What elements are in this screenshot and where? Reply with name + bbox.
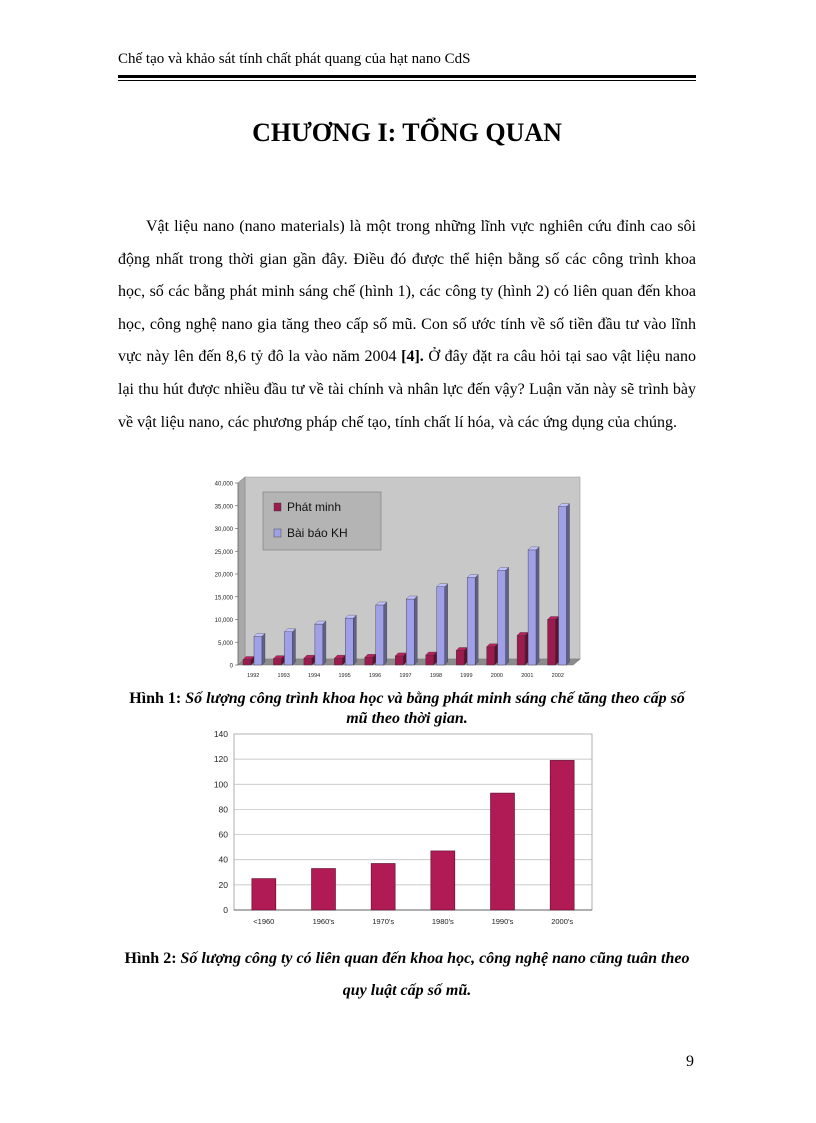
chart1-ytick-label: 5,000 [217,640,233,647]
chart2-xtick-label: <1960 [253,917,275,926]
chart1-ytick-label: 10,000 [214,618,233,624]
chart1-xtick-label: 1998 [429,673,443,679]
chart1-xtick-label: 1994 [308,673,321,679]
chart1-bar-side [475,575,478,665]
chart2-bar [491,793,515,910]
chart1-bar-front [517,635,525,665]
chart1-bar-front [456,650,464,665]
chart2-ytick-label: 20 [218,879,228,890]
chart1-legend-swatch [274,503,281,511]
chart2-xtick-label: 1960's [312,917,335,926]
chart1-bar-front [345,618,353,665]
chart1-xtick-label: 1993 [277,673,290,679]
chart1-bar-front [304,658,312,665]
chart2-bar [252,879,276,910]
chart1-bar [273,656,284,665]
chart1-xtick-label: 1995 [338,673,351,679]
chart1-bar [406,596,417,665]
chart1-bar-front [376,605,384,665]
citation-ref: [4]. [401,348,424,366]
chart1-bar [365,654,376,665]
chart1-bar [559,504,570,665]
chart1-legend-label: Bài báo KH [287,526,348,540]
chart1-bar-side [506,567,509,665]
chart1-legend-swatch [274,529,281,537]
chart1-bar-side [323,621,326,665]
figure2-caption-text: Số lượng công ty có liên quan đến khoa học, công nghệ nano cũng tuân theo quy luật cấp số mũ. [180,950,690,999]
chart1-bar [243,657,254,665]
chart1-bar-side [292,629,295,665]
chart1-xtick-label: 1997 [399,673,412,679]
chart1-bar [467,575,478,665]
chart1-legend [263,492,381,550]
chart2-xtick-label: 1970's [372,917,395,926]
figure2-caption [118,943,696,1007]
chart1-bar-side [495,644,498,665]
chart1-bar-side [353,615,356,665]
chart1-xtick-label: 1996 [368,673,382,679]
chart1-bar-front [548,620,556,666]
chart1-bar-front [273,659,281,665]
chart1-bar-front [559,507,567,665]
chart1-bar [395,653,406,665]
chart1-xtick-label: 1999 [460,673,473,679]
chart1-xtick-label: 2001 [521,673,534,679]
chart1-bar [315,621,326,665]
figure2-caption-label: Hình 2: [124,950,177,967]
chart1-bar-side [414,596,417,665]
body-text-part2: Ở đây đặt ra câu hỏi tại sao vật liệu nano lại thu hút được nhiều đầu tư về tài chính và nhân lực đến vậy? Luận văn này sẽ trình bày về vật liệu nano, các phương pháp chế tạo, tính chất lí hóa, và các ứng dụng của chúng. [118,348,696,431]
chart2-bar [371,863,395,910]
chart1-bar-front [406,599,414,665]
figure1-caption-text: Số lượng công trình khoa học và bằng phát minh sáng chế tăng theo cấp số mũ theo thời gian. [185,690,685,727]
chart1-xtick-label: 2000 [490,673,503,679]
chart1-bar [437,584,448,665]
figure1-chart [205,475,600,685]
chart1-bar-front [254,636,262,665]
chart1-bar [548,617,559,666]
chart2-ytick-label: 120 [213,754,228,765]
chart2-ytick-label: 140 [213,729,228,739]
chart2-ytick-label: 40 [218,854,228,865]
chart1-ytick-label: 35,000 [214,504,233,511]
chart1-bar-front [528,550,536,665]
chart2-xtick-label: 1980's [431,917,454,926]
chart1-bar-front [426,655,434,665]
chart1-bar-side [262,633,265,665]
chart1-bar-front [315,624,323,665]
header-rule-thick [118,75,696,78]
header-rule-thin [118,80,696,81]
chart2-ytick-label: 60 [218,829,228,840]
chart1-bar-side [556,617,559,666]
chart1-bar-side [525,632,528,665]
chart2-plot-area [234,734,592,910]
chart1-bar-front [498,570,506,665]
chart2-ytick-label: 100 [213,779,228,790]
chart1-ytick-label: 0 [229,663,233,670]
chart2-xtick-label: 2000's [551,917,574,926]
chart1-side-wall [238,477,245,665]
chart1-bar [254,633,265,665]
figure1-caption [118,689,696,729]
chart1-bar [334,655,345,665]
chart1-bar-side [384,602,387,665]
chart1-bar-side [536,547,539,665]
chart1-bar [345,615,356,665]
running-header: Chế tạo và khảo sát tính chất phát quang của hạt nano CdS [118,51,471,67]
chart1-bar [517,632,528,665]
chart1-legend-label: Phát minh [287,500,342,514]
chart1-ytick-label: 30,000 [214,527,233,533]
chapter-title: CHƯƠNG I: TỔNG QUAN [252,118,562,147]
chart1-xtick-label: 1992 [247,673,260,679]
chart1-xtick-label: 2002 [551,673,564,679]
chart1-bar [284,629,295,665]
chart1-bar [304,655,315,665]
chart1-bar [376,602,387,665]
chart1-bar [528,547,539,665]
chart1-bar-side [567,504,570,665]
chart2-bar [550,760,574,910]
chart1-bar-front [437,587,445,665]
page-number: 9 [686,1053,694,1070]
chart1-bar-front [467,578,475,665]
chart2-xtick-label: 1990's [491,917,514,926]
chart1-bar-side [445,584,448,665]
chart1-bar-front [487,647,495,665]
body-paragraph [118,211,696,439]
body-text-part1: Vật liệu nano (nano materials) là một trong những lĩnh vực nghiên cứu đỉnh cao sôi động nhất trong thời gian gần đây. Điều đó được thể hiện bằng số các công trình khoa học, số các bằng phát minh sáng chế (hình 1), các công ty (hình 2) có liên quan đến khoa học, công nghệ nano gia tăng theo cấp số mũ. Con số ước tính về số tiền đầu tư vào lĩnh vực này lên đến 8,6 tỷ đô la vào năm 2004 [118,218,696,366]
chart1-ytick-label: 20,000 [214,572,233,579]
chart2-ytick-label: 80 [218,804,228,815]
chart2-bar [312,869,336,910]
chart2-ytick-label: 0 [223,905,228,915]
chart1-bar [487,644,498,665]
chart1-bar [498,567,509,665]
figure1-caption-label: Hình 1: [129,690,182,707]
figure2-chart [208,728,598,928]
chart1-bar [426,652,437,665]
chart1-bar-front [395,656,403,665]
chart1-bar [456,647,467,665]
chart1-bar-front [243,660,251,665]
chart1-ytick-label: 40,000 [214,481,233,488]
chart1-bar-front [365,657,373,665]
chart1-bar-front [284,632,292,665]
chart1-ytick-label: 15,000 [214,595,233,602]
chart1-bar-front [334,658,342,665]
chart2-bar [431,851,455,910]
chart1-ytick-label: 25,000 [214,549,233,556]
